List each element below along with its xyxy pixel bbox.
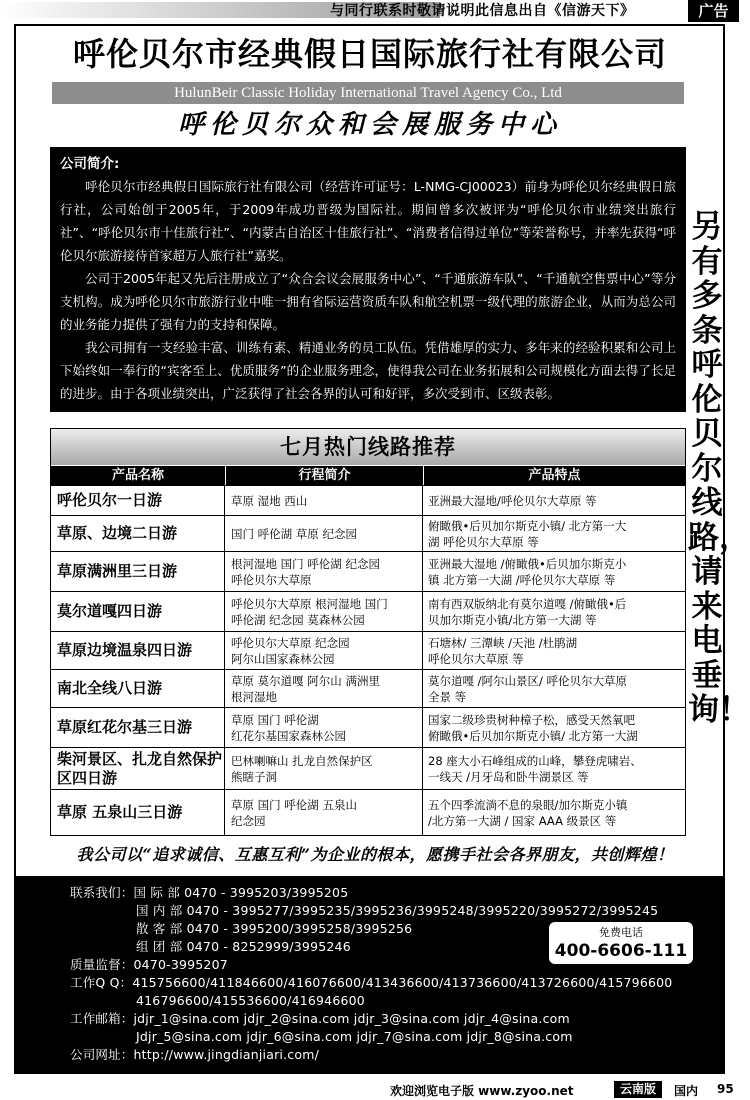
route-features: 石塘林/ 三潭峡 /天池 /杜鹃湖 xyxy=(428,635,578,650)
route-itinerary: 阿尔山国家森林公园 xyxy=(231,651,335,666)
route-itinerary: 草原 国门 呼伦湖 五泉山 xyxy=(231,797,357,812)
route-features: 一线天 /月牙岛和卧牛湖景区 等 xyxy=(428,769,589,784)
route-features: /北方第一大湖 / 国家 AAA 级景区 等 xyxy=(428,813,617,828)
route-itinerary: 草原 国门 呼伦湖 xyxy=(231,712,319,727)
contact-line: 组 团 部 0470 - 8252999/3995246 xyxy=(136,939,351,954)
hotline-number: 400-6606-111 xyxy=(554,941,688,961)
table-row xyxy=(51,707,685,747)
intro-heading: 公司简介: xyxy=(60,156,120,172)
route-features: 贝加尔斯克小镇/北方第一大湖 等 xyxy=(428,612,597,627)
route-itinerary: 草原 湿地 西山 xyxy=(231,493,308,508)
route-features: 五个四季流淌不息的泉眼/加尔斯克小镇 xyxy=(428,797,628,812)
route-itinerary: 根河湿地 xyxy=(231,689,277,704)
route-itinerary: 草原 莫尔道嘎 阿尔山 满洲里 xyxy=(231,673,380,688)
intro-paragraph: 我公司拥有一支经验丰富、训练有素、精通业务的员工队伍。凭借雄厚的实力、多年来的经验积累和公司上下始终如一奉行的“宾客至上、优质服务”的企业服务理念，使得我公司在业务拓展和公司规模化方面去得了长足的进步。由于各项业绩突出，广泛获得了社会各界的认可和好评，多次受到市、区级表彰。 xyxy=(60,340,676,401)
route-features: 全景 等 xyxy=(428,689,467,704)
routes-title: 七月热门线路推荐 xyxy=(280,435,456,459)
route-features: 俯瞰俄•后贝加尔斯克小镇/ 北方第一大 xyxy=(428,518,627,533)
route-features: 亚洲最大湿地 /俯瞰俄•后贝加尔斯克小 xyxy=(428,556,627,571)
table-row xyxy=(51,515,685,551)
col-header-name: 产品名称 xyxy=(51,466,225,485)
center-name: 呼伦贝尔众和会展服务中心 xyxy=(177,110,562,140)
route-features: 呼伦贝尔大草原 等 xyxy=(428,651,524,666)
table-row xyxy=(51,485,685,515)
side-note: 另有多条呼伦贝尔线路，请来电垂询！ xyxy=(688,209,750,728)
footer-category: 国内 xyxy=(674,1084,699,1098)
route-itinerary: 呼伦贝尔大草原 根河湿地 国门 xyxy=(231,596,388,611)
col-header-features: 产品特点 xyxy=(423,466,685,485)
route-itinerary: 呼伦贝尔大草原 xyxy=(231,572,312,587)
footer-text: 欢迎浏览电子版 www.zyoo.net xyxy=(390,1084,574,1098)
table-row xyxy=(51,789,685,835)
route-name: 草原、边境二日游 xyxy=(51,516,225,551)
intro-paragraph: 公司于2005年起又先后注册成立了“众合会议会展服务中心”、“千通旅游车队”、“千通航空售票中心”等分支机构。成为呼伦贝尔市旅游行业中唯一拥有省际运营资质车队和航空机票一级代理的旅游企业，从而为总公司的业务能力提供了强有力的支持和保障。 xyxy=(60,271,676,332)
route-itinerary: 熊瞎子洞 xyxy=(231,769,277,784)
route-name: 草原边境温泉四日游 xyxy=(51,632,225,669)
table-row xyxy=(51,669,685,707)
footer-edition: 云南版 xyxy=(614,1081,662,1098)
route-itinerary: 国门 呼伦湖 草原 纪念园 xyxy=(231,526,357,541)
route-name: 草原 五泉山三日游 xyxy=(51,790,225,835)
page-number: 95 xyxy=(717,1082,734,1096)
contact-line: 工作Q Q：415756600/411846600/416076600/413436600/413736600/413726600/415796600 xyxy=(70,975,673,990)
banner-notice: 与同行联系时敬请说明此信息出自《信游天下》 xyxy=(330,3,635,19)
hotline-label: 免费电话 xyxy=(599,926,643,939)
company-name-en: HulunBeir Classic Holiday International Travel Agency Co., Ltd xyxy=(52,82,684,104)
intro-paragraph: 呼伦贝尔市经典假日国际旅行社有限公司（经营许可证号：L-NMG-CJ00023）前身为呼伦贝尔经典假日旅行社，公司始创于2005年，于2009年成功晋级为国际社。期间曾多次被评为“呼伦贝尔市业绩突出旅行社”、“呼伦贝尔市十佳旅行社”、“内蒙古自治区十佳旅行社”、“消费者信得过单位”等荣誉称号，并率先获得“呼伦贝尔旅游接待首家超万人旅行社”嘉奖。 xyxy=(60,179,676,263)
route-itinerary: 红花尔基国家森林公园 xyxy=(231,728,346,743)
contact-line: 国 内 部 0470 - 3995277/3995235/3995236/3995248/3995220/3995272/3995245 xyxy=(136,903,659,918)
route-features: 亚洲最大湿地/呼伦贝尔大草原 等 xyxy=(428,493,597,508)
table-row xyxy=(51,747,685,789)
route-name: 草原红花尔基三日游 xyxy=(51,708,225,747)
route-itinerary: 巴林喇嘛山 扎龙自然保护区 xyxy=(231,753,373,768)
contact-line: 质量监督：0470-3995207 xyxy=(70,957,228,972)
route-features: 莫尔道嘎 /阿尔山景区/ 呼伦贝尔大草原 xyxy=(428,673,628,688)
route-itinerary: 根河湿地 国门 呼伦湖 纪念园 xyxy=(231,556,380,571)
route-name: 南北全线八日游 xyxy=(51,670,225,707)
slogan: 我公司以“追求诚信、互惠互利”为企业的根本，愿携手社会各界朋友，共创辉煌！ xyxy=(76,845,674,864)
hotline-box xyxy=(549,922,693,964)
route-features: 俯瞰俄•后贝加尔斯克小镇/ 北方第一大湖 xyxy=(428,728,638,743)
col-header-itinerary: 行程简介 xyxy=(225,466,423,485)
company-website[interactable]: 公司网址：http://www.jingdianjiari.com/ xyxy=(70,1047,319,1062)
route-features: 28 座大小石峰组成的山峰，攀登虎啸岩、 xyxy=(428,753,642,768)
contact-line: 联系我们：国 际 部 0470 - 3995203/3995205 xyxy=(70,885,349,900)
route-name: 呼伦贝尔一日游 xyxy=(51,486,225,515)
table-row xyxy=(51,551,685,591)
contact-line: 散 客 部 0470 - 3995200/3995258/3995256 xyxy=(136,921,413,936)
company-intro xyxy=(50,147,686,412)
route-features: 国家二级珍贵树种樟子松，感受天然氧吧 xyxy=(428,712,635,727)
route-itinerary: 纪念园 xyxy=(231,813,266,828)
company-name: 呼伦贝尔市经典假日国际旅行社有限公司 xyxy=(72,35,667,73)
route-features: 湖 呼伦贝尔大草原 等 xyxy=(428,534,539,549)
table-row xyxy=(51,631,685,669)
contact-line: 416796600/415536600/416946600 xyxy=(136,993,365,1008)
route-features: 南有西双版纳北有莫尔道嘎 /俯瞰俄•后 xyxy=(428,596,627,611)
route-itinerary: 呼伦贝尔大草原 纪念园 xyxy=(231,635,350,650)
route-name: 柴河景区、扎龙自然保护区四日游 xyxy=(51,748,225,789)
contact-line: 工作邮箱：jdjr_1@sina.com jdjr_2@sina.com jdjr_3@sina.com jdjr_4@sina.com xyxy=(70,1011,570,1026)
table-row xyxy=(51,591,685,631)
ad-tag: 广告 xyxy=(688,0,739,22)
contact-line: Jdjr_5@sina.com jdjr_6@sina.com jdjr_7@sina.com jdjr_8@sina.com xyxy=(136,1029,573,1044)
route-name: 莫尔道嘎四日游 xyxy=(51,592,225,631)
route-name: 草原满洲里三日游 xyxy=(51,552,225,591)
route-itinerary: 呼伦湖 纪念园 莫森林公园 xyxy=(231,612,365,627)
route-features: 镇 北方第一大湖 /呼伦贝尔大草原 等 xyxy=(428,572,616,587)
